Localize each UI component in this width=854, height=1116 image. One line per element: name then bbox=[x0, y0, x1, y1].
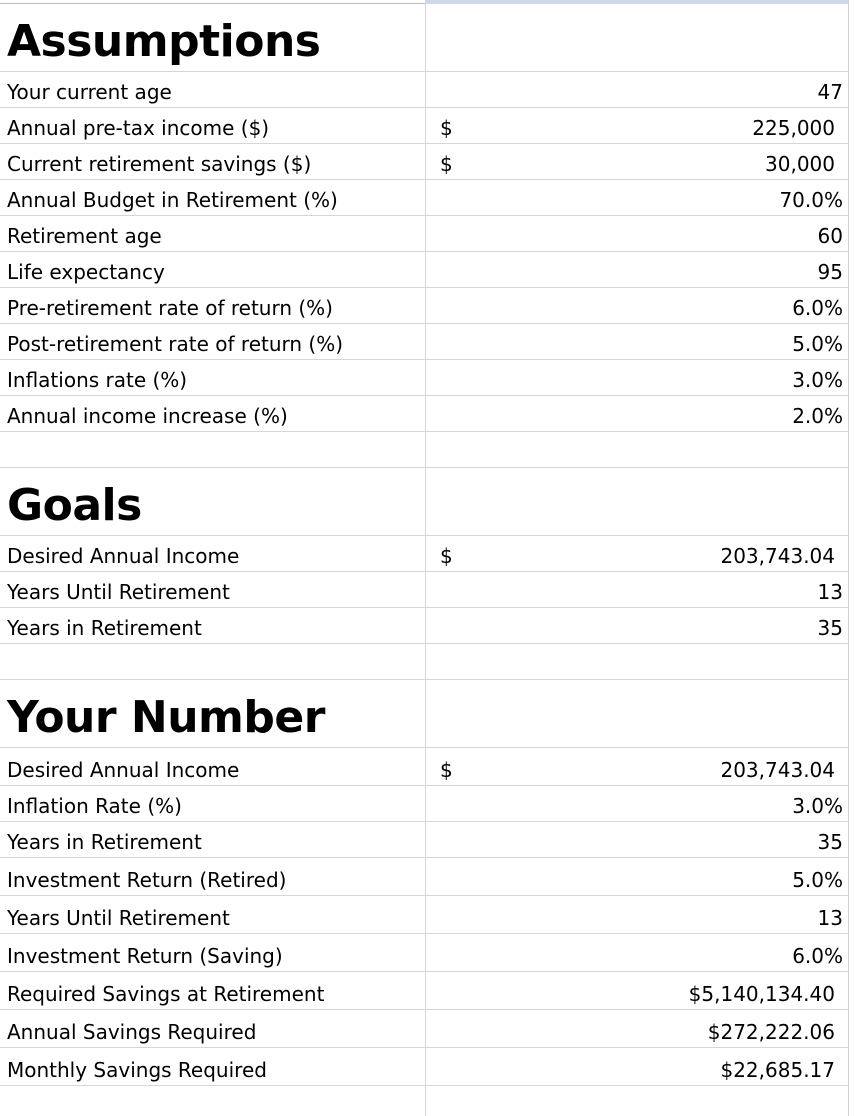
table-row[interactable] bbox=[0, 572, 848, 608]
row-label: Annual Budget in Retirement (%) bbox=[7, 188, 338, 212]
row-label: Retirement age bbox=[7, 224, 162, 248]
table-row[interactable] bbox=[0, 1048, 848, 1086]
table-row[interactable] bbox=[0, 536, 848, 572]
table-row[interactable] bbox=[0, 324, 848, 360]
row-value: 13 bbox=[817, 580, 843, 604]
row-label: Inflations rate (%) bbox=[7, 368, 188, 392]
your-number-heading: Your Number bbox=[7, 692, 325, 743]
currency-symbol: $ bbox=[440, 758, 453, 782]
row-value: 3.0% bbox=[792, 794, 843, 818]
row-value: 5.0% bbox=[792, 332, 843, 356]
row-value: 3.0% bbox=[792, 368, 843, 392]
row-label: Life expectancy bbox=[7, 260, 165, 284]
table-row[interactable] bbox=[0, 934, 848, 972]
goals-heading-row[interactable] bbox=[0, 468, 848, 536]
row-value: 30,000 bbox=[765, 152, 835, 176]
row-value: 203,743.04 bbox=[720, 544, 835, 568]
row-label: Pre-retirement rate of return (%) bbox=[7, 296, 333, 320]
row-value: $22,685.17 bbox=[720, 1058, 835, 1082]
row-label: Years Until Retirement bbox=[7, 580, 230, 604]
table-row[interactable] bbox=[0, 1010, 848, 1048]
row-value: 6.0% bbox=[792, 296, 843, 320]
your-number-heading-row[interactable] bbox=[0, 680, 848, 748]
row-value: 60 bbox=[817, 224, 843, 248]
row-value: 47 bbox=[817, 80, 843, 104]
row-value: 5.0% bbox=[792, 868, 843, 892]
row-value: $5,140,134.40 bbox=[688, 982, 835, 1006]
goals-heading: Goals bbox=[7, 480, 142, 531]
table-row[interactable] bbox=[0, 288, 848, 324]
currency-symbol: $ bbox=[440, 152, 453, 176]
row-value: 225,000 bbox=[752, 116, 835, 140]
row-label: Years in Retirement bbox=[7, 830, 202, 854]
row-label: Investment Return (Retired) bbox=[7, 868, 287, 892]
row-value: 95 bbox=[817, 260, 843, 284]
table-row[interactable] bbox=[0, 972, 848, 1010]
row-label: Desired Annual Income bbox=[7, 758, 240, 782]
row-value: $272,222.06 bbox=[707, 1020, 835, 1044]
row-label: Desired Annual Income bbox=[7, 544, 240, 568]
table-row[interactable] bbox=[0, 252, 848, 288]
empty-row[interactable] bbox=[0, 432, 848, 468]
table-row[interactable] bbox=[0, 360, 848, 396]
row-value: 70.0% bbox=[779, 188, 843, 212]
row-label: Years in Retirement bbox=[7, 616, 202, 640]
row-value: 2.0% bbox=[792, 404, 843, 428]
table-row[interactable] bbox=[0, 858, 848, 896]
currency-symbol: $ bbox=[440, 116, 453, 140]
row-label: Years Until Retirement bbox=[7, 906, 230, 930]
row-label: Inflation Rate (%) bbox=[7, 794, 182, 818]
table-row[interactable] bbox=[0, 822, 848, 858]
row-value: 13 bbox=[817, 906, 843, 930]
table-row[interactable] bbox=[0, 216, 848, 252]
assumptions-heading: Assumptions bbox=[7, 16, 321, 67]
row-label: Required Savings at Retirement bbox=[7, 982, 325, 1006]
row-value: 35 bbox=[817, 616, 843, 640]
row-label: Annual Savings Required bbox=[7, 1020, 257, 1044]
row-value: 6.0% bbox=[792, 944, 843, 968]
row-value: 35 bbox=[817, 830, 843, 854]
table-row[interactable] bbox=[0, 108, 848, 144]
table-row[interactable] bbox=[0, 608, 848, 644]
currency-symbol: $ bbox=[440, 544, 453, 568]
table-row[interactable] bbox=[0, 180, 848, 216]
row-label: Annual pre-tax income ($) bbox=[7, 116, 270, 140]
row-label: Investment Return (Saving) bbox=[7, 944, 283, 968]
empty-row[interactable] bbox=[0, 644, 848, 680]
row-label: Current retirement savings ($) bbox=[7, 152, 312, 176]
table-row[interactable] bbox=[0, 748, 848, 786]
row-label: Post-retirement rate of return (%) bbox=[7, 332, 344, 356]
table-row[interactable] bbox=[0, 896, 848, 934]
row-label: Annual income increase (%) bbox=[7, 404, 288, 428]
row-label: Your current age bbox=[7, 80, 172, 104]
row-label: Monthly Savings Required bbox=[7, 1058, 267, 1082]
row-value: 203,743.04 bbox=[720, 758, 835, 782]
table-row[interactable] bbox=[0, 396, 848, 432]
table-row[interactable] bbox=[0, 144, 848, 180]
table-row[interactable] bbox=[0, 786, 848, 822]
assumptions-heading-row[interactable] bbox=[0, 4, 848, 72]
table-row[interactable] bbox=[0, 72, 848, 108]
